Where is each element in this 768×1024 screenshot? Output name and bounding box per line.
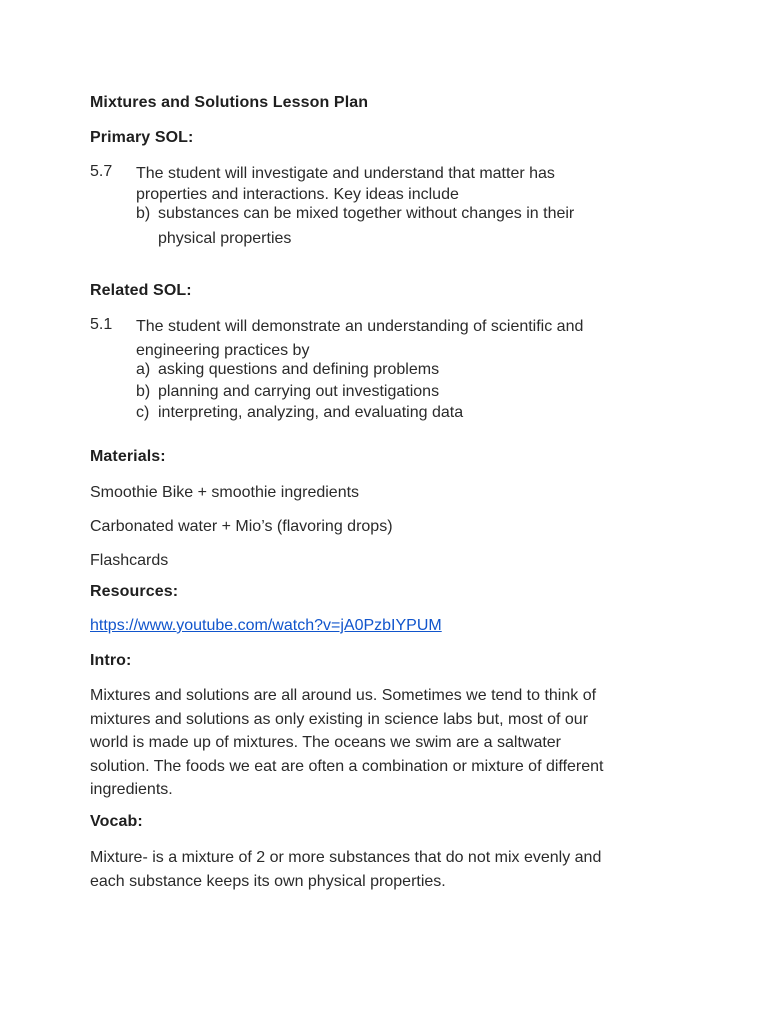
related-sol-number: 5.1 bbox=[90, 316, 113, 333]
materials-item-1: Smoothie Bike + smoothie ingredients bbox=[90, 484, 360, 501]
vocab-line-2: each substance keeps its own physical properties. bbox=[90, 873, 446, 890]
list-item-text: substances can be mixed together without changes in their bbox=[158, 205, 575, 222]
related-sol-item-c bbox=[136, 404, 463, 422]
document-title: Mixtures and Solutions Lesson Plan bbox=[90, 94, 369, 111]
primary-sol-heading: Primary SOL: bbox=[90, 129, 194, 146]
resources-heading: Resources: bbox=[90, 583, 179, 600]
materials-item-3: Flashcards bbox=[90, 552, 169, 569]
list-marker: a) bbox=[136, 361, 151, 378]
related-sol-line-2: engineering practices by bbox=[136, 342, 310, 359]
list-item-text: asking questions and defining problems bbox=[158, 361, 440, 378]
list-item-text: interpreting, analyzing, and evaluating data bbox=[158, 404, 464, 421]
list-item-text: planning and carrying out investigations bbox=[158, 383, 440, 400]
primary-sol-item-b-continued: physical properties bbox=[158, 230, 292, 247]
resource-link[interactable]: https://www.youtube.com/watch?v=jA0PzbIYPUM bbox=[90, 617, 442, 634]
primary-sol-number: 5.7 bbox=[90, 163, 113, 180]
list-marker: b) bbox=[136, 205, 151, 222]
intro-line-2: mixtures and solutions as only existing in science labs but, most of our bbox=[90, 711, 589, 728]
vocab-heading: Vocab: bbox=[90, 813, 143, 830]
intro-heading: Intro: bbox=[90, 652, 132, 669]
primary-sol-line-1: The student will investigate and understand that matter has bbox=[136, 165, 555, 182]
related-sol-item-b bbox=[136, 383, 439, 401]
intro-line-5: ingredients. bbox=[90, 781, 173, 798]
list-marker: b) bbox=[136, 383, 151, 400]
related-sol-line-1: The student will demonstrate an understanding of scientific and bbox=[136, 318, 584, 335]
list-marker: c) bbox=[136, 404, 150, 421]
intro-line-4: solution. The foods we eat are often a combination or mixture of different bbox=[90, 758, 604, 775]
intro-line-1: Mixtures and solutions are all around us. Sometimes we tend to think of bbox=[90, 687, 597, 704]
materials-heading: Materials: bbox=[90, 448, 166, 465]
primary-sol-line-2: properties and interactions. Key ideas include bbox=[136, 186, 459, 203]
materials-item-2: Carbonated water + Mio’s (flavoring drops) bbox=[90, 518, 393, 535]
related-sol-heading: Related SOL: bbox=[90, 282, 192, 299]
primary-sol-item-b bbox=[136, 205, 574, 223]
vocab-line-1: Mixture- is a mixture of 2 or more substances that do not mix evenly and bbox=[90, 849, 602, 866]
related-sol-item-a bbox=[136, 361, 439, 379]
intro-line-3: world is made up of mixtures. The oceans we swim are a saltwater bbox=[90, 734, 562, 751]
